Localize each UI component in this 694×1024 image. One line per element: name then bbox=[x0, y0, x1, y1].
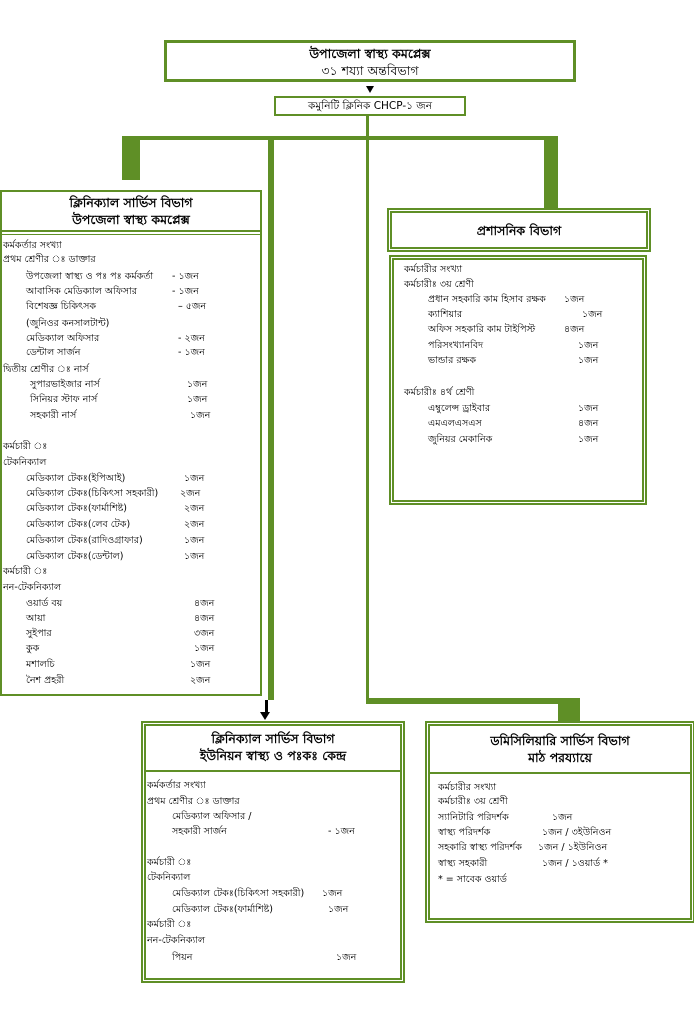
list-item-value: ১জন bbox=[194, 643, 215, 654]
list-item-value: ১জন bbox=[578, 355, 599, 366]
list-item-value: ১জন bbox=[184, 535, 205, 546]
list-item-label: সুইপার bbox=[26, 628, 52, 639]
list-item-value: ১জন bbox=[190, 410, 211, 421]
list-item-label: মেডিক্যাল টেকঃ(ডেন্টাল) bbox=[26, 551, 124, 562]
list-item-label: মেডিক্যাল টেকঃ(রাদিওগ্রাফার) bbox=[26, 535, 143, 546]
arrow-down-icon bbox=[260, 712, 270, 720]
list-item-value: ২জন bbox=[180, 488, 201, 499]
list-item-label: টেকনিক্যাল bbox=[147, 872, 191, 883]
admin-box bbox=[390, 211, 648, 249]
domiciliary-title-1: ডমিসিলিয়ারি সার্ভিস বিভাগ bbox=[490, 733, 630, 748]
divider bbox=[2, 230, 260, 232]
list-item-label: বিশেষজ্ঞ চিকিৎসক bbox=[26, 301, 97, 312]
list-item-value: ১জন bbox=[582, 309, 603, 320]
divider bbox=[146, 770, 400, 772]
list-item-label: সহকারী সার্জন bbox=[172, 826, 227, 837]
list-item-label: মেডিক্যাল টেকঃ(চিকিৎসা সহকারী) bbox=[26, 488, 159, 499]
list-item-label: কর্মচারীর সংখ্যা bbox=[438, 782, 497, 793]
list-item-label: সুপারভাইজার নার্স bbox=[30, 379, 100, 390]
list-item-value: ১জন bbox=[578, 340, 599, 351]
connector bbox=[122, 136, 140, 180]
list-item-value: ১জন bbox=[184, 473, 205, 484]
list-item-value: ৪জন bbox=[194, 598, 215, 609]
list-item-label: টেকনিক্যাল bbox=[3, 457, 47, 468]
list-item-label: ওয়ার্ড বয় bbox=[26, 598, 63, 609]
connector bbox=[366, 116, 369, 704]
list-item-value: ২জন bbox=[184, 503, 205, 514]
list-item-label: সহকারী নার্স bbox=[30, 410, 77, 421]
clinical-title-1: ক্লিনিক্যাল সার্ভিস বিভাগ bbox=[69, 195, 193, 210]
list-item-value: ১জন bbox=[184, 551, 205, 562]
list-item-label: জুনিয়র মেকানিক bbox=[428, 434, 493, 445]
arrow-down-icon bbox=[366, 86, 374, 93]
list-item-value: ৪জন bbox=[194, 613, 215, 624]
list-item-label: দ্বিতীয় শ্রেণীর ঃ নার্স bbox=[3, 364, 89, 375]
divider bbox=[2, 234, 260, 235]
list-item-label: কর্মচারী ঃ bbox=[147, 919, 192, 930]
admin-list-box bbox=[392, 258, 644, 502]
list-item-label: সিনিয়র স্টাফ নার্স bbox=[30, 394, 98, 405]
list-item-value: ৪জন bbox=[578, 418, 599, 429]
list-item-label: স্বাস্থ্য পরিদর্শক bbox=[438, 827, 491, 838]
list-item-label: মেডিক্যাল টেকঃ(ফার্মাশিষ্ট) bbox=[26, 503, 128, 514]
list-item-value: ১জন / ১ইউনিওন bbox=[538, 842, 608, 853]
list-item-value: ১জন bbox=[190, 659, 211, 670]
list-item-label: স্বাস্থ্য সহকারী bbox=[438, 858, 488, 869]
top-title-line2: ৩১ শয্যা অন্তবিভাগ bbox=[321, 63, 419, 78]
list-item-label: আবাসিক মেডিক্যাল অফিসার bbox=[26, 286, 138, 297]
list-item-label: কুক bbox=[26, 643, 40, 654]
connector bbox=[544, 136, 558, 208]
top-box bbox=[164, 40, 576, 82]
list-item-value: ৪জন bbox=[564, 324, 585, 335]
connector bbox=[265, 700, 268, 712]
list-item-value: - ১জন bbox=[178, 347, 205, 358]
list-item-value: – ৫জন bbox=[178, 301, 207, 312]
list-item-label: ডেন্টাল সার্জন bbox=[26, 347, 81, 358]
list-item-value: ১জন bbox=[578, 403, 599, 414]
list-item-value: ১জন / ১ওয়ার্ড * bbox=[542, 858, 608, 869]
list-item-label: উপজেলা স্বাস্থ্য ও পঃ পঃ কর্মকর্তা bbox=[26, 271, 154, 282]
list-item-label: কর্মকর্তার সংখ্যা bbox=[3, 240, 62, 251]
list-item-value: ১জন bbox=[328, 904, 349, 915]
community-box bbox=[274, 96, 466, 116]
community-label: কমুনিটি ক্লিনিক CHCP-১ জন bbox=[308, 100, 432, 112]
list-item-label: প্রধান সহকারি কাম হিসাব রক্ষক bbox=[428, 294, 546, 305]
list-item-value: ২জন bbox=[184, 519, 205, 530]
list-item-value: ২জন bbox=[190, 675, 211, 686]
connector bbox=[558, 698, 580, 724]
list-item-label: কর্মকর্তার সংখ্যা bbox=[147, 780, 206, 791]
admin-title: প্রশাসনিক বিভাগ bbox=[476, 223, 562, 238]
connector bbox=[366, 698, 580, 704]
list-item-value: ৩জন bbox=[194, 628, 215, 639]
list-item-value: ১জন bbox=[336, 952, 357, 963]
list-item-label: মেডিক্যাল টেকঃ(চিকিৎসা সহকারী) bbox=[172, 888, 305, 899]
list-item-label: মশালচি bbox=[26, 659, 55, 670]
list-item-label: কর্মচারীঃ ৩য় শ্রেণী bbox=[438, 796, 508, 807]
list-item-label: নৈশ প্রহরী bbox=[26, 675, 65, 686]
list-item-value: ১জন bbox=[552, 812, 573, 823]
list-item-value: ১জন bbox=[322, 888, 343, 899]
union-title-2: ইউনিয়ন স্বাস্থ্য ও পঃকঃ কেন্দ্র bbox=[199, 748, 347, 763]
union-title-1: ক্লিনিক্যাল সার্ভিস বিভাগ bbox=[211, 731, 335, 746]
union-box bbox=[144, 724, 402, 980]
list-item-value: - ২জন bbox=[178, 333, 205, 344]
list-item-value: - ১জন bbox=[328, 826, 355, 837]
connector bbox=[268, 140, 274, 700]
list-item-label: পিয়ন bbox=[172, 952, 193, 963]
divider bbox=[430, 772, 690, 774]
list-item-label: নন-টেকনিক্যাল bbox=[3, 582, 62, 593]
list-item-label: পরিসংখ্যানবিদ bbox=[428, 340, 484, 351]
list-item-label: মেডিক্যাল অফিসার bbox=[26, 333, 100, 344]
list-item-value: ১জন bbox=[187, 394, 208, 405]
domiciliary-title-2: মাঠ পরয্যায়ে bbox=[528, 750, 592, 765]
list-item-label: কর্মচারী ঃ bbox=[3, 441, 48, 452]
list-item-label: কর্মচারীর সংখ্যা bbox=[404, 264, 463, 275]
list-item-label: ভান্ডার রক্ষক bbox=[428, 355, 476, 366]
list-item-label: কর্মচারী ঃ bbox=[3, 566, 48, 577]
list-item-value: - ১জন bbox=[172, 286, 199, 297]
list-item-label: * = সাবেক ওয়ার্ড bbox=[438, 874, 507, 885]
domiciliary-box bbox=[428, 724, 692, 920]
list-item-value: ১জন bbox=[187, 379, 208, 390]
list-item-label: প্রথম শ্রেণীর ঃ ডাক্তার bbox=[3, 254, 96, 265]
list-item-label: আয়া bbox=[26, 613, 46, 624]
connector bbox=[122, 136, 556, 140]
list-item-value: - ১জন bbox=[172, 271, 199, 282]
list-item-label: এম্বুলেন্স ড্রাইবার bbox=[428, 403, 491, 414]
list-item-label: মেডিক্যাল টেকঃ(ফার্মাশিষ্ট) bbox=[172, 904, 274, 915]
clinical-title-2: উপজেলা স্বাস্থ্য কমপ্লেক্স bbox=[72, 212, 190, 227]
top-title-line1: উপাজেলা স্বাস্থ্য কমপ্লেক্স bbox=[309, 46, 431, 61]
list-item-label: মেডিক্যাল টেকঃ(ইপিআই) bbox=[26, 473, 126, 484]
list-item-value: ১জন bbox=[564, 294, 585, 305]
list-item-label: কর্মচারীঃ ৪র্থ শ্রেণী bbox=[404, 387, 475, 398]
list-item-label: অফিস সহকারি কাম টাইপিস্ট bbox=[428, 324, 536, 335]
list-item-label: প্রথম শ্রেণীর ঃ ডাক্তার bbox=[147, 796, 240, 807]
list-item-label: সহকারি স্বাস্থ্য পরিদর্শক bbox=[438, 842, 522, 853]
list-item-label: স্যানিটারি পরিদর্শক bbox=[438, 812, 509, 823]
list-item-label: ক্যাশিয়ার bbox=[428, 309, 463, 320]
list-item-label: মেডিক্যাল অফিসার / bbox=[172, 811, 252, 822]
list-item-value: ১জন / ৩ইউনিওন bbox=[542, 827, 612, 838]
list-item-label: কর্মচারী ঃ bbox=[147, 857, 192, 868]
list-item-label: (জুনিওর কনসালটান্ট) bbox=[26, 318, 110, 329]
clinical-box bbox=[0, 190, 262, 696]
list-item-value: ১জন bbox=[578, 434, 599, 445]
list-item-label: মেডিক্যাল টেকঃ(লেব টেক) bbox=[26, 519, 131, 530]
list-item-label: নন-টেকনিক্যাল bbox=[147, 935, 206, 946]
list-item-label: কর্মচারীঃ ৩য় শ্রেণী bbox=[404, 279, 474, 290]
list-item-label: এমএলএসএস bbox=[428, 418, 482, 429]
